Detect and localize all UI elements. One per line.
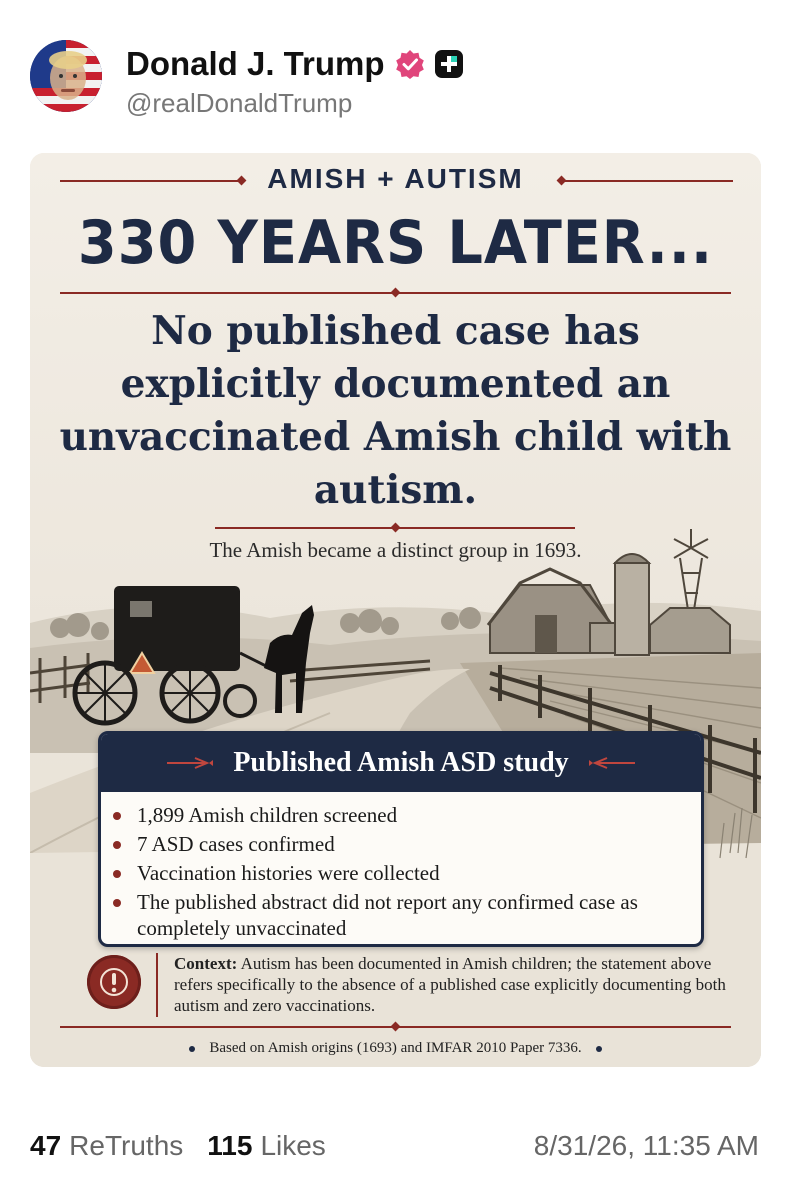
footer-text: Based on Amish origins (1693) and IMFAR 2010 Paper 7336. — [209, 1040, 582, 1056]
kicker-text: AMISH + AUTISM — [267, 163, 524, 194]
study-box — [98, 731, 704, 947]
list-item — [137, 831, 701, 857]
context-text: Autism has been documented in Amish children; the statement above refers specifically to the absence of a published case explicitly documenting both autism and zero vaccinations. — [174, 954, 726, 1015]
study-list — [101, 802, 701, 941]
flourish-left-icon — [165, 756, 215, 770]
study-item-text: 7 ASD cases confirmed — [137, 832, 335, 856]
bullet-icon — [113, 841, 121, 849]
display-name[interactable]: Donald J. Trump — [126, 45, 385, 82]
retruths-count[interactable]: 47 — [30, 1130, 62, 1161]
list-item — [137, 889, 701, 941]
context-divider — [156, 953, 158, 1017]
likes-label[interactable]: Likes — [260, 1130, 326, 1161]
study-item-text: Vaccination histories were collected — [137, 861, 440, 885]
avatar-flag-portrait — [30, 40, 102, 112]
retruths-label[interactable]: ReTruths — [69, 1130, 184, 1161]
headline: No published case has explicitly documented an unvaccinated Amish child with autism. — [59, 308, 732, 513]
big-title: 330 YEARS LATER... — [77, 208, 714, 278]
avatar[interactable] — [30, 40, 102, 112]
post-header — [30, 40, 770, 120]
likes-count[interactable]: 115 — [207, 1130, 253, 1161]
study-header — [101, 734, 701, 792]
bullet-icon — [113, 870, 121, 878]
exclamation-icon — [87, 955, 141, 1009]
user-handle[interactable]: @realDonaldTrump — [126, 88, 353, 118]
post-image[interactable] — [30, 153, 761, 1067]
footer-note — [30, 1040, 761, 1057]
bullet-icon — [189, 1046, 195, 1052]
study-title: Published Amish ASD study — [233, 747, 569, 778]
engagement-stats — [30, 1126, 350, 1166]
verified-icon — [395, 49, 425, 79]
context-note — [174, 953, 734, 1016]
flourish-right-icon — [587, 756, 637, 770]
subline: The Amish became a distinct group in 1693. — [209, 538, 582, 562]
bullet-icon — [596, 1046, 602, 1052]
bullet-icon — [113, 899, 121, 907]
study-item-text: The published abstract did not report any confirmed case as completely unvaccinated — [137, 890, 638, 940]
list-item — [137, 860, 701, 886]
study-item-text: 1,899 Amish children screened — [137, 803, 398, 827]
post-timestamp: 8/31/26, 11:35 AM — [533, 1130, 759, 1161]
name-row — [126, 44, 463, 84]
truth-plus-icon — [435, 50, 463, 78]
bullet-icon — [113, 812, 121, 820]
context-label: Context: — [174, 954, 238, 973]
list-item — [137, 802, 701, 828]
